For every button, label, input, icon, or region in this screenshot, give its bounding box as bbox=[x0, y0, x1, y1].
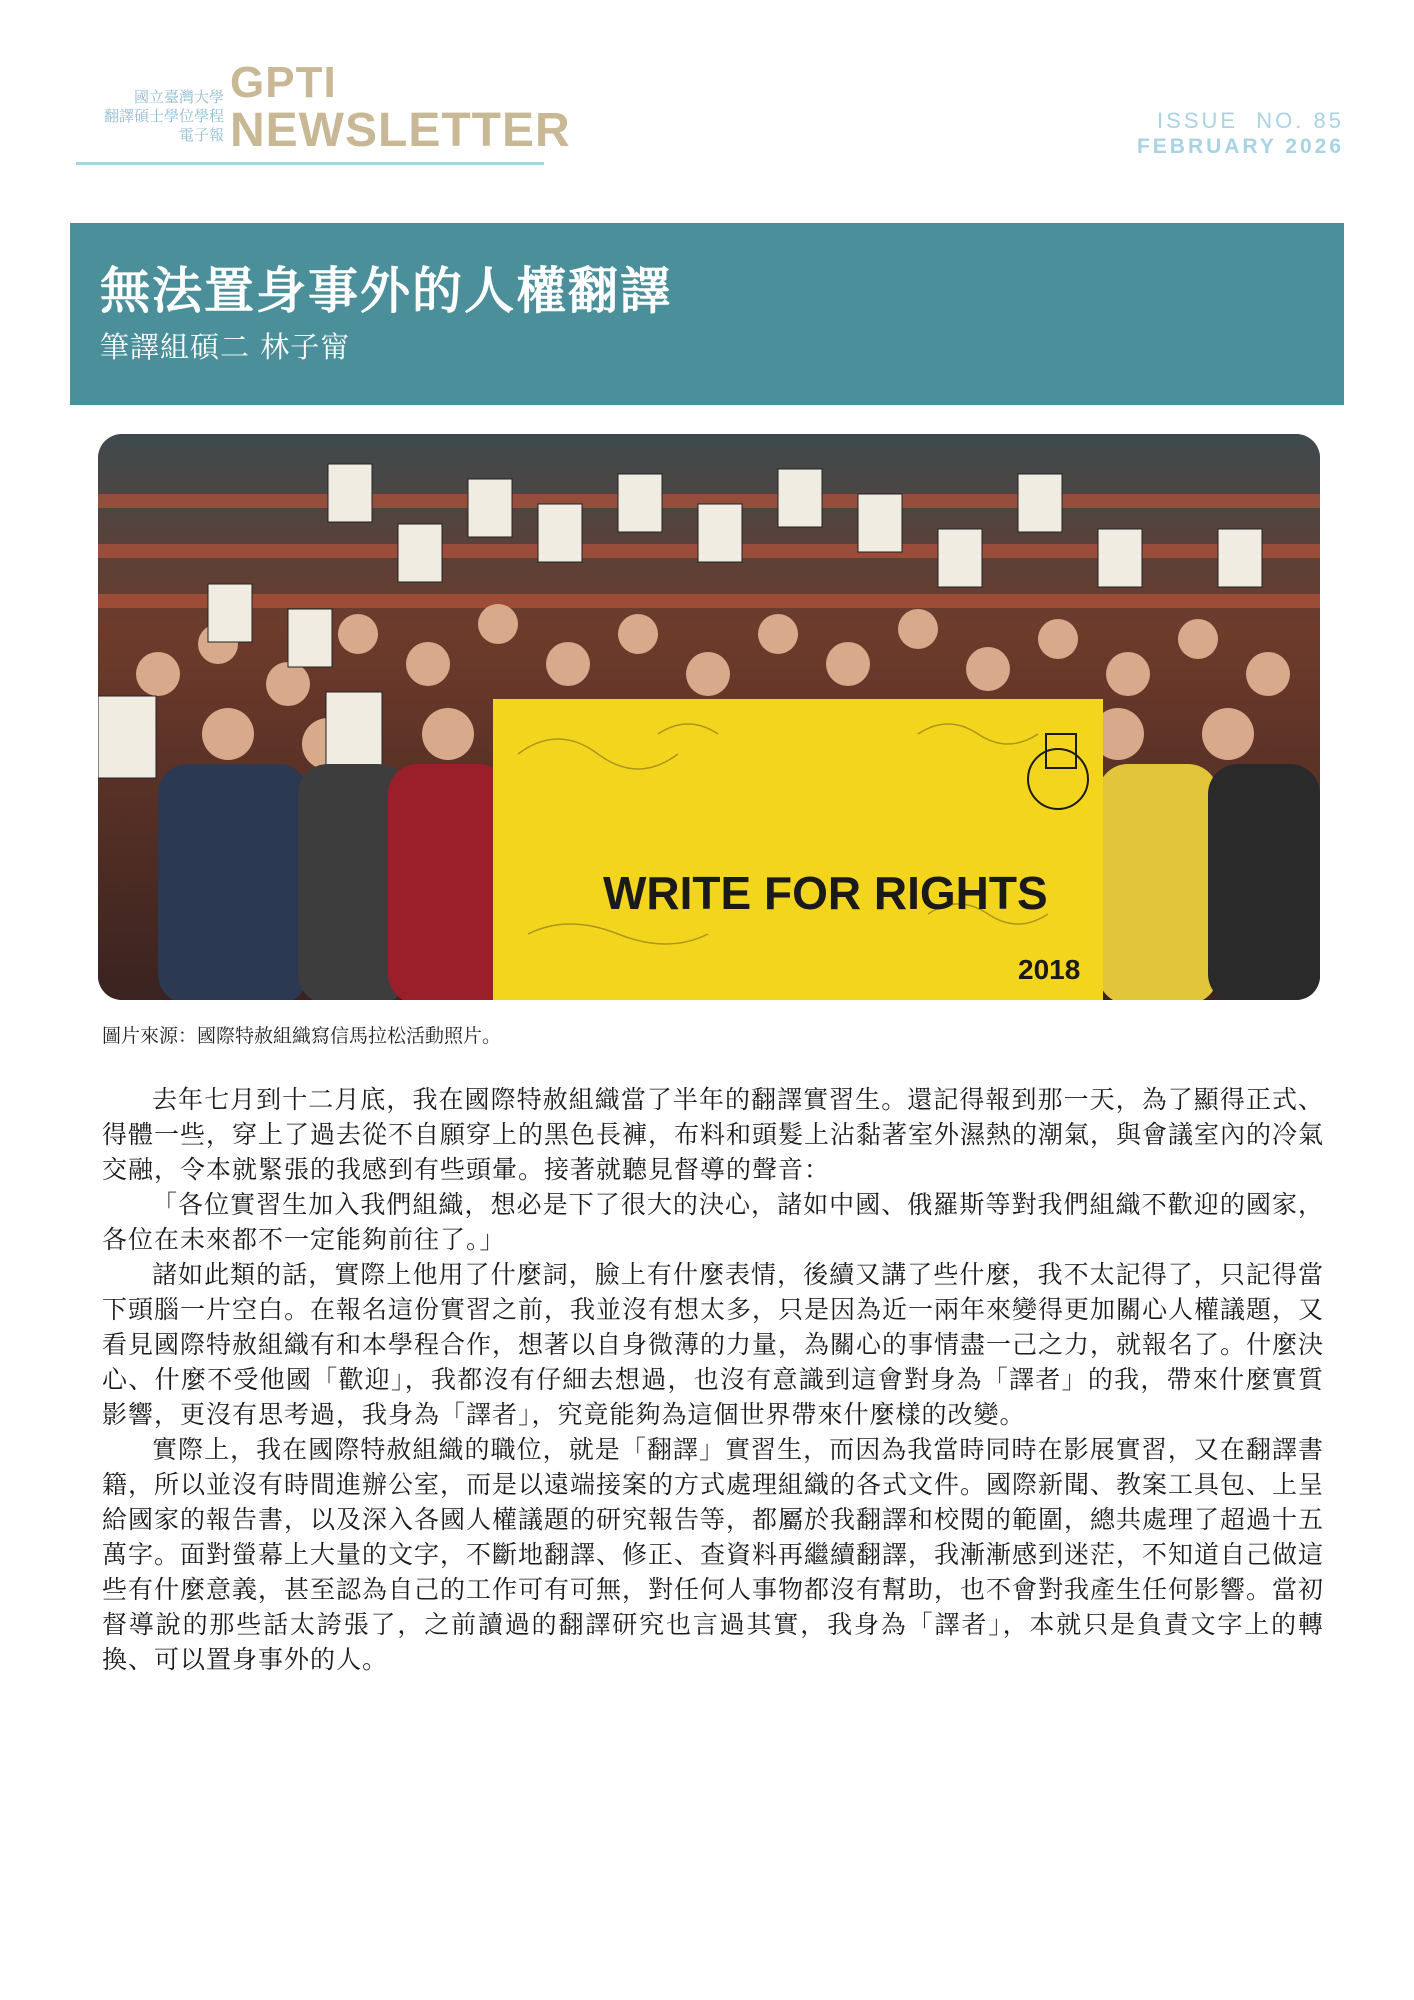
masthead-divider bbox=[76, 162, 544, 165]
banner-year: 2018 bbox=[1018, 954, 1081, 985]
paragraph: 去年七月到十二月底，我在國際特赦組織當了半年的翻譯實習生。還記得報到那一天，為了顯得正式、得體一些，穿上了過去從不自願穿上的黑色長褲，布料和頭髮上沾黏著室外濕熱的潮氣，與會議室內的冷氣交融，令本就緊張的我感到有些頭暈。接著就聽見督導的聲音： bbox=[102, 1085, 1325, 1184]
paragraph: 諸如此類的話，實際上他用了什麼詞，臉上有什麼表情，後續又講了些什麼，我不太記得了，只記得當下頭腦一片空白。在報名這份實習之前，我並沒有想太多，只是因為近一兩年來變得更加關心人權議題，又看見國際特赦組織有和本學程合作，想著以自身微薄的力量，為關心的事情盡一己之力，就報名了。什麼決心、什麼不受他國「歡迎」，我都沒有仔細去想過，也沒有意識到這會對身為「譯者」的我，帶來什麼實質影響，更沒有思考過，我身為「譯者」，究竟能夠為這個世界帶來什麼樣的改變。 bbox=[102, 1260, 1325, 1429]
university-name bbox=[76, 88, 224, 145]
event-photo bbox=[98, 434, 1320, 1000]
brand-gpti: GPTI bbox=[230, 58, 337, 107]
photo-caption: 圖片來源：國際特赦組織寫信馬拉松活動照片。 bbox=[102, 1025, 502, 1047]
paragraph: 「各位實習生加入我們組織，想必是下了很大的決心，諸如中國、俄羅斯等對我們組織不歡迎的國家，各位在未來都不一定能夠前往了。」 bbox=[102, 1190, 1324, 1254]
masthead bbox=[76, 58, 571, 166]
issue-number: ISSUE NO. 85 bbox=[1157, 108, 1344, 133]
article-body bbox=[102, 1082, 1324, 1677]
issue-date: FEBRUARY 2026 bbox=[1136, 135, 1344, 158]
article-header bbox=[70, 223, 1344, 405]
org-line: 電子報 bbox=[178, 126, 224, 144]
org-line: 國立臺灣大學 bbox=[133, 88, 224, 106]
brand-newsletter: NEWSLETTER bbox=[230, 104, 571, 157]
paragraph: 實際上，我在國際特赦組織的職位，就是「翻譯」實習生，而因為我當時同時在影展實習，又在翻譯書籍，所以並沒有時間進辦公室，而是以遠端接案的方式處理組織的各式文件。國際新聞、教案工具包、上呈給國家的報告書，以及深入各國人權議題的研究報告等，都屬於我翻譯和校閱的範圍，總共處理了超過十五萬字。面對螢幕上大量的文字，不斷地翻譯、修正、查資料再繼續翻譯，我漸漸感到迷茫，不知道自己做這些有什麼意義，甚至認為自己的工作可有可無，對任何人事物都沒有幫助，也不會對我產生任何影響。當初督導說的那些話太誇張了，之前讀過的翻譯研究也言過其實，我身為「譯者」，本就只是負責文字上的轉換、可以置身事外的人。 bbox=[102, 1435, 1325, 1674]
org-line: 翻譯碩士學位學程 bbox=[103, 107, 224, 125]
article-title: 無法置身事外的人權翻譯 bbox=[100, 262, 672, 320]
banner-text: WRITE FOR RIGHTS bbox=[603, 867, 1048, 919]
article-byline: 筆譯組碩二 林子甯 bbox=[100, 330, 351, 364]
newsletter-brand bbox=[230, 60, 571, 156]
issue-info bbox=[1137, 108, 1344, 160]
event-photo-illustration bbox=[98, 434, 1320, 1000]
